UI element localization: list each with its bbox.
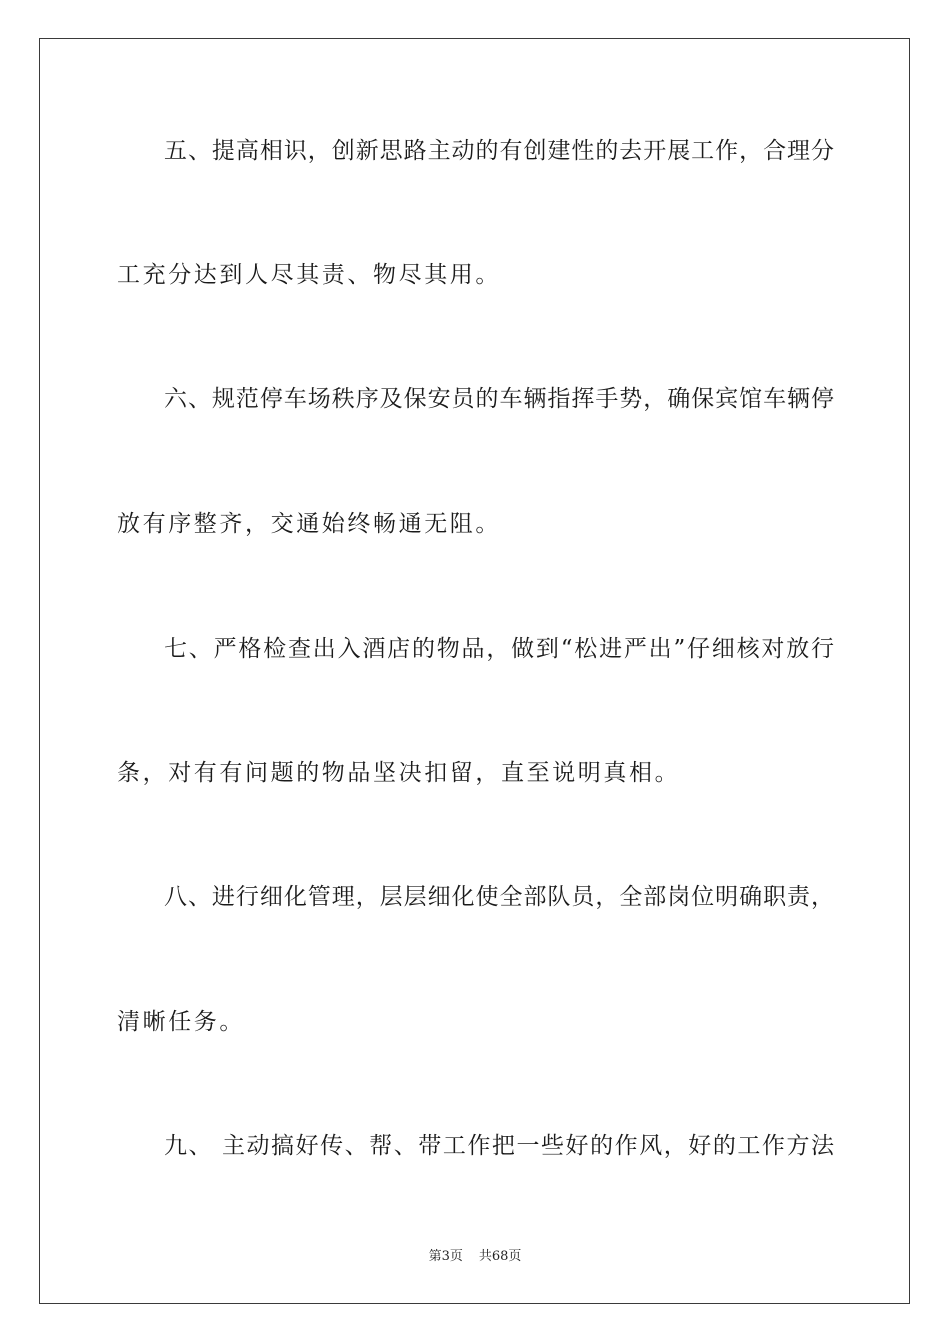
paragraph-7-line-2: 条，对有有问题的物品坚决扣留，直至说明真相。	[117, 760, 681, 786]
paragraph-8-line-2: 清晰任务。	[117, 1009, 245, 1035]
page-number-current: 第3页	[428, 1249, 463, 1264]
page-number-total: 共68页	[478, 1249, 522, 1264]
paragraph-5-line-2: 工充分达到人尽其责、物尽其用。	[117, 262, 501, 288]
page-border	[39, 38, 910, 1304]
paragraph-8-line-1: 八、进行细化管理，层层细化使全部队员，全部岗位明确职责，	[164, 884, 834, 910]
paragraph-9-line-1: 九、 主动搞好传、帮、带工作把一些好的作风，好的工作方法	[164, 1133, 834, 1159]
page-footer	[0, 1249, 950, 1265]
paragraph-7-line-1: 七、严格检查出入酒店的物品，做到“松进严出”仔细核对放行	[164, 636, 834, 662]
paragraph-5-line-1: 五、提高相识，创新思路主动的有创建性的去开展工作，合理分	[164, 138, 834, 164]
paragraph-6-line-1: 六、规范停车场秩序及保安员的车辆指挥手势，确保宾馆车辆停	[164, 386, 834, 412]
paragraph-6-line-2: 放有序整齐，交通始终畅通无阻。	[117, 511, 501, 537]
